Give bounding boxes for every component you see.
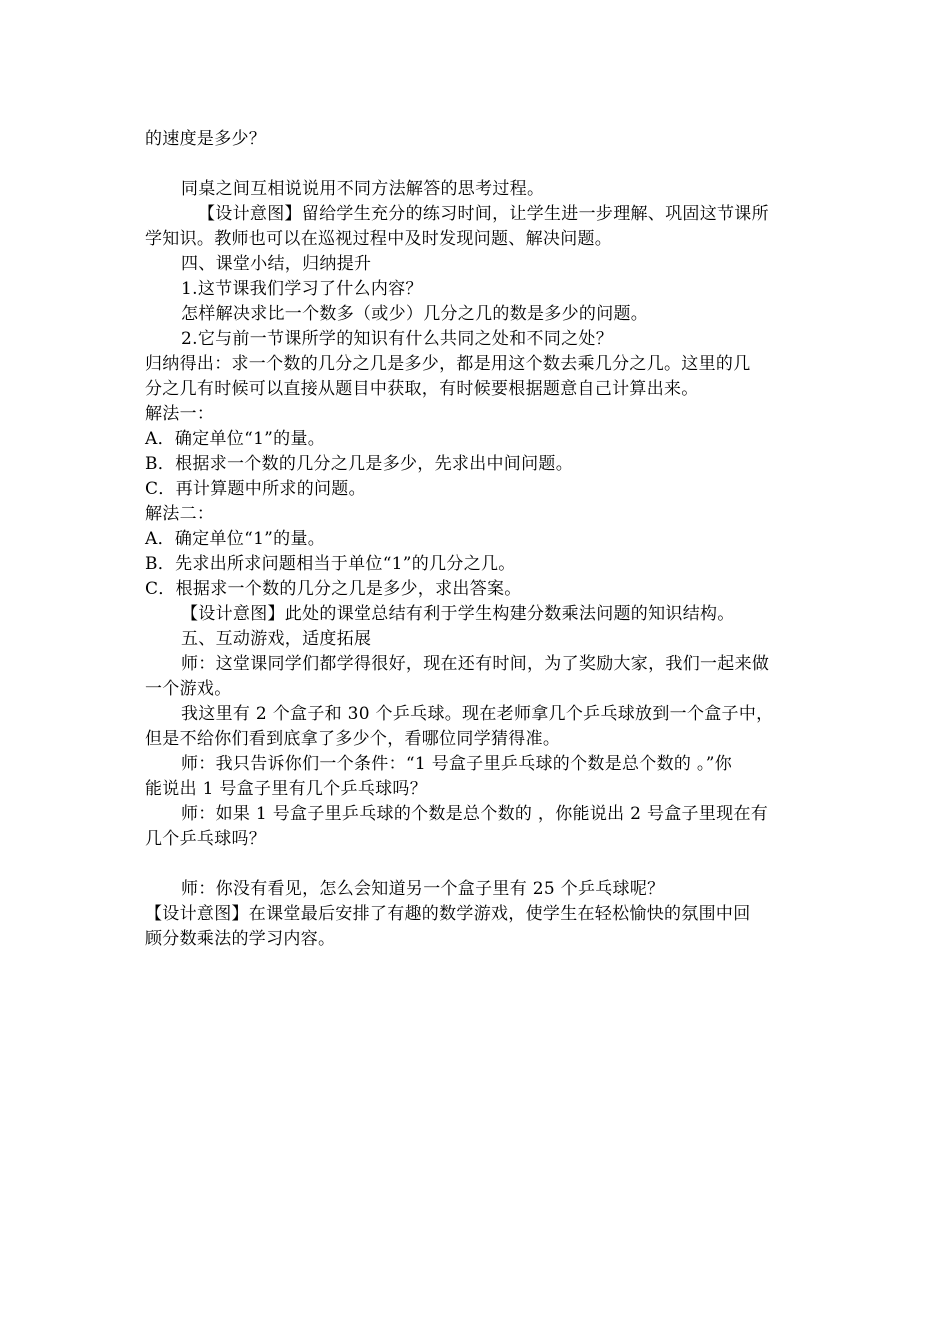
- text-line: 分之几有时候可以直接从题目中获取，有时候要根据题意自己计算出来。: [145, 379, 699, 399]
- text-line: B．先求出所求问题相当于单位“1”的几分之几。: [145, 554, 516, 574]
- text-line: 同桌之间互相说说用不同方法解答的思考过程。: [181, 179, 545, 199]
- design-intent-line: 【设计意图】在课堂最后安排了有趣的数学游戏，使学生在轻松愉快的氛围中回: [145, 904, 751, 924]
- method-heading: 解法二：: [145, 504, 215, 524]
- text-line: 的速度是多少？: [145, 129, 267, 149]
- text-line: A．确定单位“1”的量。: [145, 429, 326, 449]
- text-line: 2.它与前一节课所学的知识有什么共同之处和不同之处？: [181, 329, 614, 349]
- text-line: 1.这节课我们学习了什么内容？: [181, 279, 423, 299]
- text-line: 我这里有 2 个盒子和 30 个乒乓球。现在老师拿几个乒乓球放到一个盒子中，: [181, 704, 774, 724]
- design-intent-line: 【设计意图】留给学生充分的练习时间，让学生进一步理解、巩固这节课所: [198, 204, 769, 224]
- method-heading: 解法一：: [145, 404, 215, 424]
- text-line: 顾分数乘法的学习内容。: [145, 929, 336, 949]
- text-line: 能说出 1 号盒子里有几个乒乓球吗？: [145, 779, 428, 799]
- text-line: 一个游戏。: [145, 679, 232, 699]
- text-line: B．根据求一个数的几分之几是多少，先求出中间问题。: [145, 454, 573, 474]
- text-line: 师：这堂课同学们都学得很好，现在还有时间，为了奖励大家，我们一起来做: [181, 654, 770, 674]
- text-line: 学知识。教师也可以在巡视过程中及时发现问题、解决问题。: [145, 229, 613, 249]
- text-line: 怎样解决求比一个数多（或少）几分之几的数是多少的问题。: [181, 304, 649, 324]
- text-line: 师：你没有看见，怎么会知道另一个盒子里有 25 个乒乓球呢？: [181, 879, 665, 899]
- design-intent-line: 【设计意图】此处的课堂总结有利于学生构建分数乘法问题的知识结构。: [181, 604, 735, 624]
- text-line: A．确定单位“1”的量。: [145, 529, 326, 549]
- text-line: 但是不给你们看到底拿了多少个，看哪位同学猜得准。: [145, 729, 561, 749]
- text-line: 师：我只告诉你们一个条件：“1 号盒子里乒乓球的个数是总个数的 。”你: [181, 754, 733, 774]
- text-line: 师：如果 1 号盒子里乒乓球的个数是总个数的 ，你能说出 2 号盒子里现在有: [181, 804, 769, 824]
- text-line: 归纳得出：求一个数的几分之几是多少，都是用这个数去乘几分之几。这里的几: [145, 354, 751, 374]
- text-line: C．再计算题中所求的问题。: [145, 479, 366, 499]
- section-heading: 四、课堂小结，归纳提升: [181, 254, 372, 274]
- text-line: 几个乒乓球吗？: [145, 829, 267, 849]
- section-heading: 五、互动游戏，适度拓展: [181, 629, 372, 649]
- text-line: C．根据求一个数的几分之几是多少，求出答案。: [145, 579, 522, 599]
